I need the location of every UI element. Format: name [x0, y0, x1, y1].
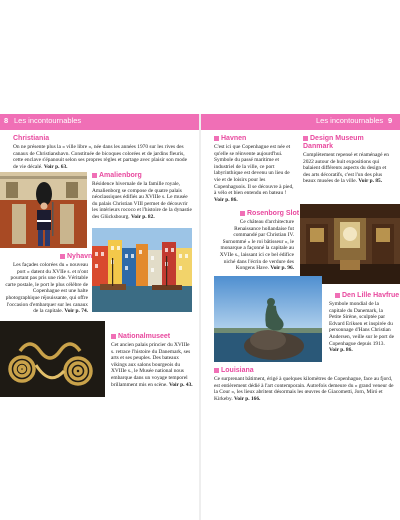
louisiana-heading: Louisiana [214, 367, 254, 375]
louisiana-ref: Voir p. 166. [234, 395, 261, 402]
nationalmuseet-heading: Nationalmuseet [111, 333, 170, 341]
nyhavn-body: Les façades colorées du « nouveau port » datent du XVIIe s. et n'ont pourtant pas pris une ride. Véritable carte postale, le port le plus célèbre de Copenhague est une halte photographique réjouissante, qui offre l'occasion d'embarquer sur les canaux de la capitale. [5, 262, 88, 315]
havnen-text [214, 144, 296, 203]
nationalmuseet-ref: Voir p. 43. [168, 381, 193, 388]
amalienborg-ref: Voir p. 82. [131, 213, 155, 220]
rosenborg-body: Ce château d'architecture Renaissance hollandaise fut commandé par Christian IV. Surnommé « le roi bâtisseur », le monarque a façonné la capitale au XVIIe s., laissant ici ce bel édifice niché dans l'écrin de verdure des Kongens Have. [219, 219, 294, 272]
rosenborg-interior-photo [300, 204, 400, 284]
christiania-text [13, 144, 191, 170]
havfrue-heading: Den Lille Havfrue [335, 292, 399, 300]
nationalmuseet-body: Cet ancien palais princier du XVIIIe s. retrace l'histoire du Danemark, ses arts et ses peuples. Des bateaux vikings aux salons bourgeois du XVIIIe s., le Musée national nous embarque dans un voyage temporel brillamment mis en scène. [111, 342, 191, 388]
rosenborg-heading: Rosenborg Slot [240, 210, 299, 218]
section-label-left: Les incontournables [14, 116, 82, 125]
rosenborg-text [214, 219, 294, 272]
nyhavn-ref: Voir p. 74. [64, 308, 88, 315]
page-number-right: 9 [388, 116, 393, 125]
amalienborg-body: Résidence hivernale de la famille royale, Amalienborg se compose de quatre palais néoclassiques édifiés au XVIIIe s. Le musée du palais Christian VIII permet de découvrir les intérieurs rococo et l'histoire de la dynastie des Glücksbourg. [92, 181, 192, 220]
nyhavn-photo [92, 228, 192, 312]
havfrue-ref: Voir p. 86. [329, 347, 353, 354]
amalienborg-text [92, 181, 192, 221]
louisiana-text [214, 376, 394, 402]
nyhavn-heading: Nyhavn [60, 253, 92, 261]
gold-jewelry-photo [0, 321, 105, 397]
design-museum-heading: Design Museum Danmark [303, 135, 364, 150]
design-museum-ref: Voir p. 85. [358, 178, 383, 185]
design-museum-body: Complètement repensé et réaménagé en 2022 autour de huit expositions qui balaient différents aspects du design et des arts décoratifs, c'est l'un des plus beaux musées de la ville. [303, 152, 389, 185]
nationalmuseet-text [111, 342, 193, 388]
christiania-ref: Voir p. 63. [43, 163, 68, 170]
christiania-body: On ne présente plus la « ville libre », née dans les années 1970 sur les rives des canaux de Christianshavn. Constituée de bicoques colorées et de jardins fleuris, cette enclave s'épanouit selon ses propres règles et partage avec plaisir son mode de vie décalé. [13, 144, 188, 170]
christiania-heading: Christiania [13, 135, 50, 142]
havfrue-body: Symbole mondial de la capitale du Danemark, la Petite Sirène, sculptée par Edvard Eriksen et inspirée du personnage d'Hans Christian Andersen, veille sur le port de Copenhague depuis 1913. [329, 301, 394, 347]
louisiana-body: Ce surprenant bâtiment, érigé à quelques kilomètres de Copenhague, face au fjord, est entièrement dédié à l'art contemporain. Autrefois demeure du « grand veneur de la Cour », les lieux abritent désormais les œuvres de Giacometti, Jorn, Miró et Kirkeby. [214, 376, 394, 402]
design-museum-text [303, 152, 393, 185]
page-spine [199, 114, 201, 520]
little-mermaid-photo [214, 276, 322, 362]
rosenborg-ref: Voir p. 96. [270, 265, 294, 272]
section-label-right: Les incontournables [316, 116, 384, 125]
royal-guard-photo [0, 172, 87, 248]
havnen-heading: Havnen [214, 135, 246, 143]
nyhavn-text [4, 262, 88, 315]
havnen-ref: Voir p. 86. [214, 196, 238, 203]
page-number-left: 8 [4, 116, 9, 125]
havnen-body: C'est ici que Copenhague est née et qu'elle se réinvente aujourd'hui. Symbole du passé maritime et industriel de la ville, ce port labyrinthique est devenu un lieu de vie et de loisirs pour les Copenhaguois. Il se découvre à pied, à vélo et bien entendu en bateau ! [214, 144, 294, 197]
amalienborg-heading: Amalienborg [92, 172, 142, 180]
havfrue-text [329, 301, 395, 354]
